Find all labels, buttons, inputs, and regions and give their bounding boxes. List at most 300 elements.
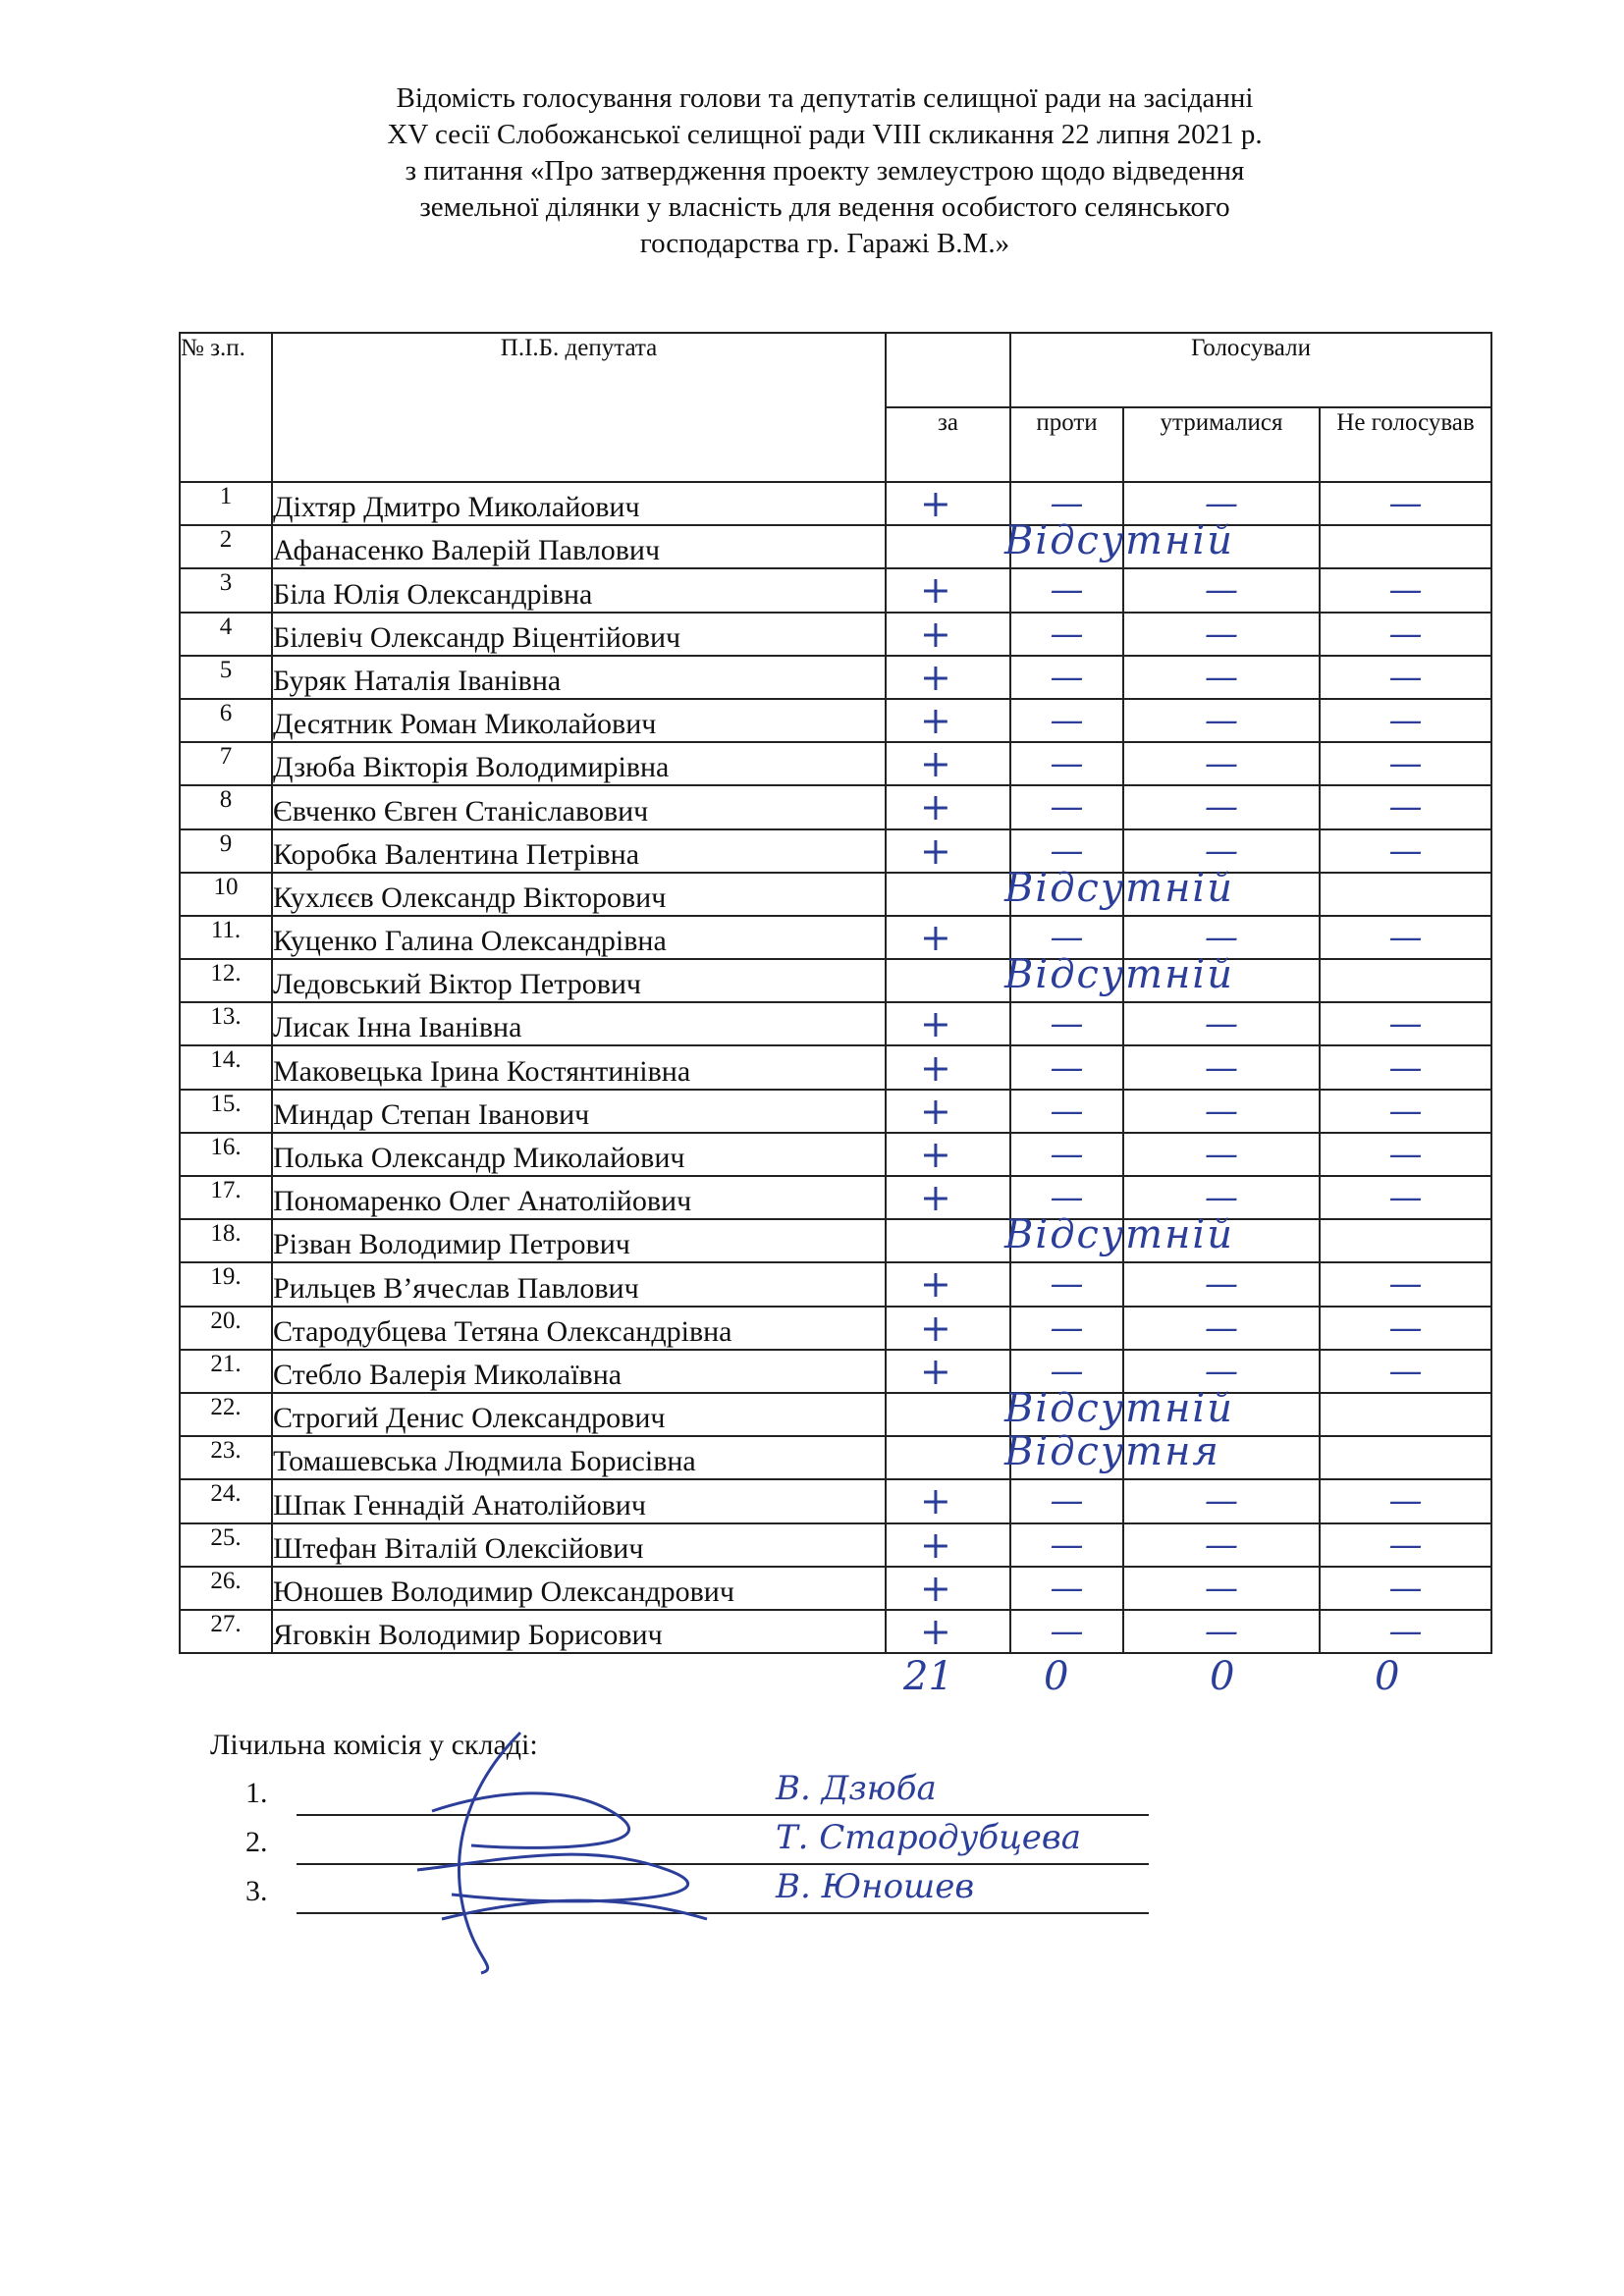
cell-against-value: — [1050,830,1084,871]
table-row [180,1176,1491,1219]
row-number-value: 8 [219,786,233,814]
cell-for-value: + [920,1522,951,1567]
cell-for [886,613,1010,656]
cell-not-voted-value: — [1388,744,1423,784]
table-row [180,1567,1491,1610]
header-abstained: утрималися [1123,407,1320,482]
cell-against-value: — [1050,1524,1084,1565]
cell-for-value [887,874,1009,915]
cell-against-value: — [1050,1568,1084,1608]
cell-for [886,1262,1010,1306]
cell-abstained-value [1124,960,1319,1001]
cell-for [886,1002,1010,1045]
total-for: 21 [903,1654,953,1699]
cell-not-voted-value: — [1388,614,1423,654]
header-voted: Голосували [1010,333,1491,407]
row-name [272,1610,886,1653]
row-name-value: Строгий Денис Олександрович [273,1402,666,1435]
cell-abstained-value: — [1205,1481,1238,1522]
row-name [272,1045,886,1089]
table-row [180,1479,1491,1522]
cell-for-value: + [920,655,951,699]
cell-for [886,1567,1010,1610]
row-name-value: Білевіч Олександр Віцентійович [273,620,681,654]
cell-not-voted [1320,482,1491,525]
cell-not-voted-value [1321,1394,1490,1435]
row-name [272,699,886,742]
cell-abstained-value: — [1205,830,1238,871]
cell-abstained-value: — [1205,1134,1238,1174]
cell-against [1010,1393,1123,1436]
cell-for-value: + [920,1349,951,1393]
row-number-value: 26. [210,1567,242,1594]
table-row [180,959,1491,1002]
cell-abstained [1123,1436,1320,1479]
row-name [272,829,886,873]
cell-against [1010,1045,1123,1089]
total-abstained: 0 [1210,1654,1235,1699]
table-row [180,1045,1491,1089]
row-number [180,1350,272,1393]
row-number-value: 12. [210,960,242,988]
row-name-value: Лисак Інна Іванівна [273,1011,522,1044]
cell-against [1010,1133,1123,1176]
row-name [272,1479,886,1522]
cell-not-voted-value: — [1388,787,1423,828]
cell-against [1010,1350,1123,1393]
row-name [272,525,886,568]
row-number-value: 6 [219,699,233,726]
cell-not-voted [1320,1045,1491,1089]
row-name-value: Томашевська Людмила Борисівна [273,1445,696,1478]
row-number-value: 11. [210,916,242,943]
absent-note: Відсутній [1004,952,1234,998]
absent-note: Відсутній [1004,865,1234,911]
row-number-value: 5 [219,656,233,683]
row-number [180,785,272,828]
cell-against [1010,1436,1123,1479]
cell-for-value: + [920,1045,951,1090]
cell-not-voted [1320,1133,1491,1176]
row-number-value: 3 [219,569,233,597]
table-row [180,613,1491,656]
cell-not-voted [1320,1436,1491,1479]
cell-abstained-value: — [1205,1308,1238,1348]
cell-not-voted [1320,742,1491,785]
row-number-value: 14. [210,1046,242,1074]
cell-not-voted [1320,1523,1491,1567]
cell-against [1010,525,1123,568]
cell-not-voted [1320,1002,1491,1045]
cell-against-value [1011,874,1122,915]
cell-not-voted [1320,1307,1491,1350]
row-name [272,1567,886,1610]
cell-for-value: + [920,1609,951,1653]
row-name [272,1090,886,1133]
cell-abstained-value: — [1205,614,1238,654]
row-number [180,742,272,785]
table-row [180,1090,1491,1133]
row-number [180,1567,272,1610]
cell-not-voted [1320,656,1491,699]
cell-for-value: + [920,828,951,873]
row-number [180,656,272,699]
cell-for [886,568,1010,612]
row-number [180,1262,272,1306]
total-not-voted: 0 [1375,1654,1400,1699]
cell-for-value: + [920,1089,951,1133]
member-signature: В. Дзюба [776,1769,937,1808]
row-number-value: 10 [213,873,239,900]
row-name [272,959,886,1002]
row-number-value: 22. [210,1393,242,1420]
cell-abstained-value: — [1205,1351,1238,1391]
cell-abstained-value: — [1205,1568,1238,1608]
table-row [180,1002,1491,1045]
cell-for-value [887,1437,1009,1478]
table-row [180,1219,1491,1262]
row-name-value: Шпак Геннадій Анатолійович [273,1488,646,1522]
row-name-value: Стебло Валерія Миколаївна [273,1358,623,1391]
table-row [180,1262,1491,1306]
signature-scribble [412,1723,727,1978]
cell-for [886,785,1010,828]
absent-note: Відсутній [1004,1212,1234,1258]
row-name [272,1219,886,1262]
row-name [272,785,886,828]
row-name [272,1393,886,1436]
cell-not-voted-value [1321,1220,1490,1261]
cell-abstained-value [1124,526,1319,567]
row-name-value: Штефан Віталій Олексійович [273,1531,644,1565]
cell-not-voted [1320,1479,1491,1522]
cell-against-value: — [1050,1047,1084,1088]
cell-not-voted-value: — [1388,1611,1423,1651]
cell-for-value: + [920,1306,951,1350]
cell-against-value: — [1050,1308,1084,1348]
row-number-value: 17. [210,1177,242,1203]
cell-for-value [887,1394,1009,1435]
cell-for [886,1307,1010,1350]
cell-for [886,1176,1010,1219]
cell-not-voted-value [1321,874,1490,915]
cell-not-voted-value: — [1388,1178,1423,1218]
cell-abstained-value [1124,1394,1319,1435]
row-name-value: Полька Олександр Миколайович [273,1142,685,1174]
table-row [180,482,1491,525]
row-number [180,1176,272,1219]
row-number [180,1610,272,1653]
member-index: 1. [245,1777,268,1809]
row-number [180,613,272,656]
cell-not-voted-value [1321,1437,1490,1478]
cell-against [1010,1262,1123,1306]
cell-for-value [887,960,1009,1001]
cell-abstained-value: — [1205,744,1238,784]
row-name-value: Кухлєєв Олександр Вікторович [273,881,667,914]
cell-not-voted [1320,613,1491,656]
cell-abstained [1123,1045,1320,1089]
row-name [272,742,886,785]
cell-for [886,1090,1010,1133]
cell-abstained [1123,1393,1320,1436]
cell-for-value: + [920,1566,951,1610]
header-for: за [886,407,1010,482]
header-number: № з.п. [180,333,272,482]
cell-not-voted-value: — [1388,1091,1423,1131]
cell-not-voted [1320,1262,1491,1306]
table-row [180,656,1491,699]
row-name-value: Яговкін Володимир Борисович [273,1619,663,1652]
cell-for-value: + [920,1262,951,1307]
cell-not-voted [1320,959,1491,1002]
header-not-voted: Не голосував [1320,407,1491,482]
cell-abstained-value: — [1205,701,1238,741]
cell-not-voted-value: — [1388,484,1423,524]
table-row [180,1307,1491,1350]
member-signature: В. Юношев [776,1867,975,1906]
cell-for [886,916,1010,959]
cell-abstained-value: — [1205,917,1238,957]
cell-abstained [1123,873,1320,916]
cell-against-value: — [1050,1134,1084,1174]
cell-for-value: + [920,742,951,786]
cell-abstained [1123,1350,1320,1393]
cell-not-voted-value: — [1388,1047,1423,1088]
row-number-value: 13. [210,1003,242,1031]
row-name-value: Буряк Наталія Іванівна [273,664,562,697]
cell-not-voted [1320,1176,1491,1219]
row-name [272,482,886,525]
cell-abstained [1123,742,1320,785]
table-row [180,916,1491,959]
row-name-value: Афанасенко Валерій Павлович [273,534,661,567]
row-number-value: 25. [210,1523,242,1551]
cell-for [886,1523,1010,1567]
cell-not-voted-value [1321,526,1490,567]
cell-abstained [1123,1523,1320,1567]
row-number [180,829,272,873]
row-number [180,1307,272,1350]
row-name-value: Миндар Степан Іванович [273,1097,590,1131]
row-number-value: 15. [210,1090,242,1117]
row-number-value: 1 [219,483,233,509]
cell-for [886,1385,1234,1436]
cell-abstained [1123,525,1320,568]
header-against: проти [1010,407,1123,482]
cell-for [886,1133,1010,1176]
cell-abstained [1123,1219,1320,1262]
row-number [180,1090,272,1133]
cell-against [1010,785,1123,828]
cell-against [1010,482,1123,525]
cell-not-voted-value: — [1388,830,1423,871]
row-name [272,873,886,916]
cell-against-value [1011,1394,1122,1435]
row-number [180,1133,272,1176]
cell-for-value: + [920,568,951,613]
cell-against [1010,1523,1123,1567]
row-name-value: Різван Володимир Петрович [273,1228,630,1261]
cell-against [1010,959,1123,1002]
cell-abstained-value: — [1205,1047,1238,1088]
row-number-value: 23. [210,1437,242,1465]
cell-against [1010,1479,1123,1522]
absent-note: Відсутній [1004,518,1234,564]
row-number-value: 2 [219,526,233,554]
title-line: господарства гр. Гаражі В.М.» [639,228,1010,259]
row-number-value: 19. [210,1263,242,1291]
table-row [180,829,1491,873]
title-line: земельної ділянки у власність для ведення особистого селянського [419,191,1230,223]
row-number-value: 9 [219,829,233,857]
cell-against [1010,1002,1123,1045]
row-number [180,1002,272,1045]
commission-label: Лічильна комісія у складі: [210,1729,538,1761]
cell-against-value: — [1050,1178,1084,1218]
cell-not-voted [1320,1393,1491,1436]
absent-note: Відсутній [1004,1385,1234,1431]
row-name-value: Євченко Євген Станіславович [273,794,649,828]
cell-against [1010,1610,1123,1653]
row-number [180,1219,272,1262]
cell-abstained [1123,1610,1320,1653]
cell-abstained [1123,1262,1320,1306]
row-number [180,568,272,612]
cell-abstained [1123,656,1320,699]
voting-table [179,332,1492,1654]
row-name [272,568,886,612]
cell-not-voted [1320,916,1491,959]
table-row [180,699,1491,742]
cell-for [886,1479,1010,1522]
cell-against [1010,873,1123,916]
cell-for [886,482,1010,525]
cell-abstained [1123,1307,1320,1350]
cell-not-voted-value: — [1388,1568,1423,1608]
cell-abstained [1123,1133,1320,1176]
cell-for [886,1429,1220,1479]
row-name [272,1307,886,1350]
cell-against-value: — [1050,484,1084,524]
cell-abstained [1123,699,1320,742]
cell-not-voted-value: — [1388,1264,1423,1305]
row-number-value: 20. [210,1307,242,1334]
cell-not-voted-value: — [1388,657,1423,697]
cell-abstained-value: — [1205,1611,1238,1651]
cell-not-voted-value: — [1388,1308,1423,1348]
cell-not-voted [1320,1090,1491,1133]
cell-abstained-value: — [1205,1091,1238,1131]
cell-not-voted-value: — [1388,1524,1423,1565]
row-name [272,613,886,656]
cell-for-value: + [920,699,951,743]
cell-against-value: — [1050,701,1084,741]
cell-for [886,1045,1010,1089]
cell-abstained-value: — [1205,570,1238,611]
row-number-value: 4 [219,613,233,640]
cell-against [1010,613,1123,656]
member-signature: Т. Стародубцева [776,1818,1081,1857]
cell-against [1010,1567,1123,1610]
row-name-value: Куценко Галина Олександрівна [273,925,667,958]
row-name-value: Рильцев В’ячеслав Павлович [273,1271,639,1305]
vote-totals [0,1654,1624,1703]
cell-abstained [1123,959,1320,1002]
row-name [272,656,886,699]
cell-not-voted-value: — [1388,1481,1423,1522]
cell-abstained-value [1124,1437,1319,1478]
cell-against [1010,699,1123,742]
row-name [272,916,886,959]
cell-against-value: — [1050,1091,1084,1131]
cell-for [886,1350,1010,1393]
row-number [180,699,272,742]
cell-not-voted [1320,829,1491,873]
table-row [180,525,1491,568]
row-name-value: Маковецька Ірина Костянтинівна [273,1054,691,1088]
title-line: з питання «Про затвердження проекту землеустрою щодо відведення [405,155,1245,187]
cell-for-value: + [920,1176,951,1220]
absent-note: Відсутня [1004,1429,1220,1475]
row-name [272,1133,886,1176]
member-index: 2. [245,1826,268,1858]
cell-not-voted [1320,568,1491,612]
cell-abstained [1123,916,1320,959]
row-number [180,1479,272,1522]
cell-for [886,829,1010,873]
table-row [180,1436,1491,1479]
table-row [180,742,1491,785]
cell-for-value [887,1220,1009,1261]
cell-abstained-value: — [1205,1264,1238,1305]
cell-abstained-value: — [1205,1524,1238,1565]
cell-against-value: — [1050,787,1084,828]
cell-abstained-value: — [1205,657,1238,697]
cell-against-value: — [1050,614,1084,654]
cell-abstained [1123,1176,1320,1219]
cell-abstained-value: — [1205,1004,1238,1044]
cell-against [1010,656,1123,699]
cell-against [1010,568,1123,612]
cell-abstained [1123,568,1320,612]
row-number [180,959,272,1002]
row-number-value: 21. [210,1350,242,1377]
row-name [272,1176,886,1219]
cell-against [1010,916,1123,959]
cell-against [1010,742,1123,785]
cell-abstained [1123,1002,1320,1045]
cell-against-value [1011,1220,1122,1261]
row-name-value: Дзюба Вікторія Володимирівна [273,751,670,784]
row-name [272,1262,886,1306]
row-number [180,1436,272,1479]
cell-not-voted [1320,873,1491,916]
cell-not-voted-value: — [1388,570,1423,611]
row-number [180,1045,272,1089]
cell-abstained-value: — [1205,787,1238,828]
cell-against-value: — [1050,657,1084,697]
table-row [180,785,1491,828]
cell-not-voted-value: — [1388,1004,1423,1044]
row-number [180,1393,272,1436]
cell-for-value: + [920,482,951,526]
row-name [272,1350,886,1393]
table-row [180,568,1491,612]
row-name-value: Діхтяр Дмитро Миколайович [273,491,640,524]
cell-for-value: + [920,1479,951,1523]
cell-against-value [1011,960,1122,1001]
